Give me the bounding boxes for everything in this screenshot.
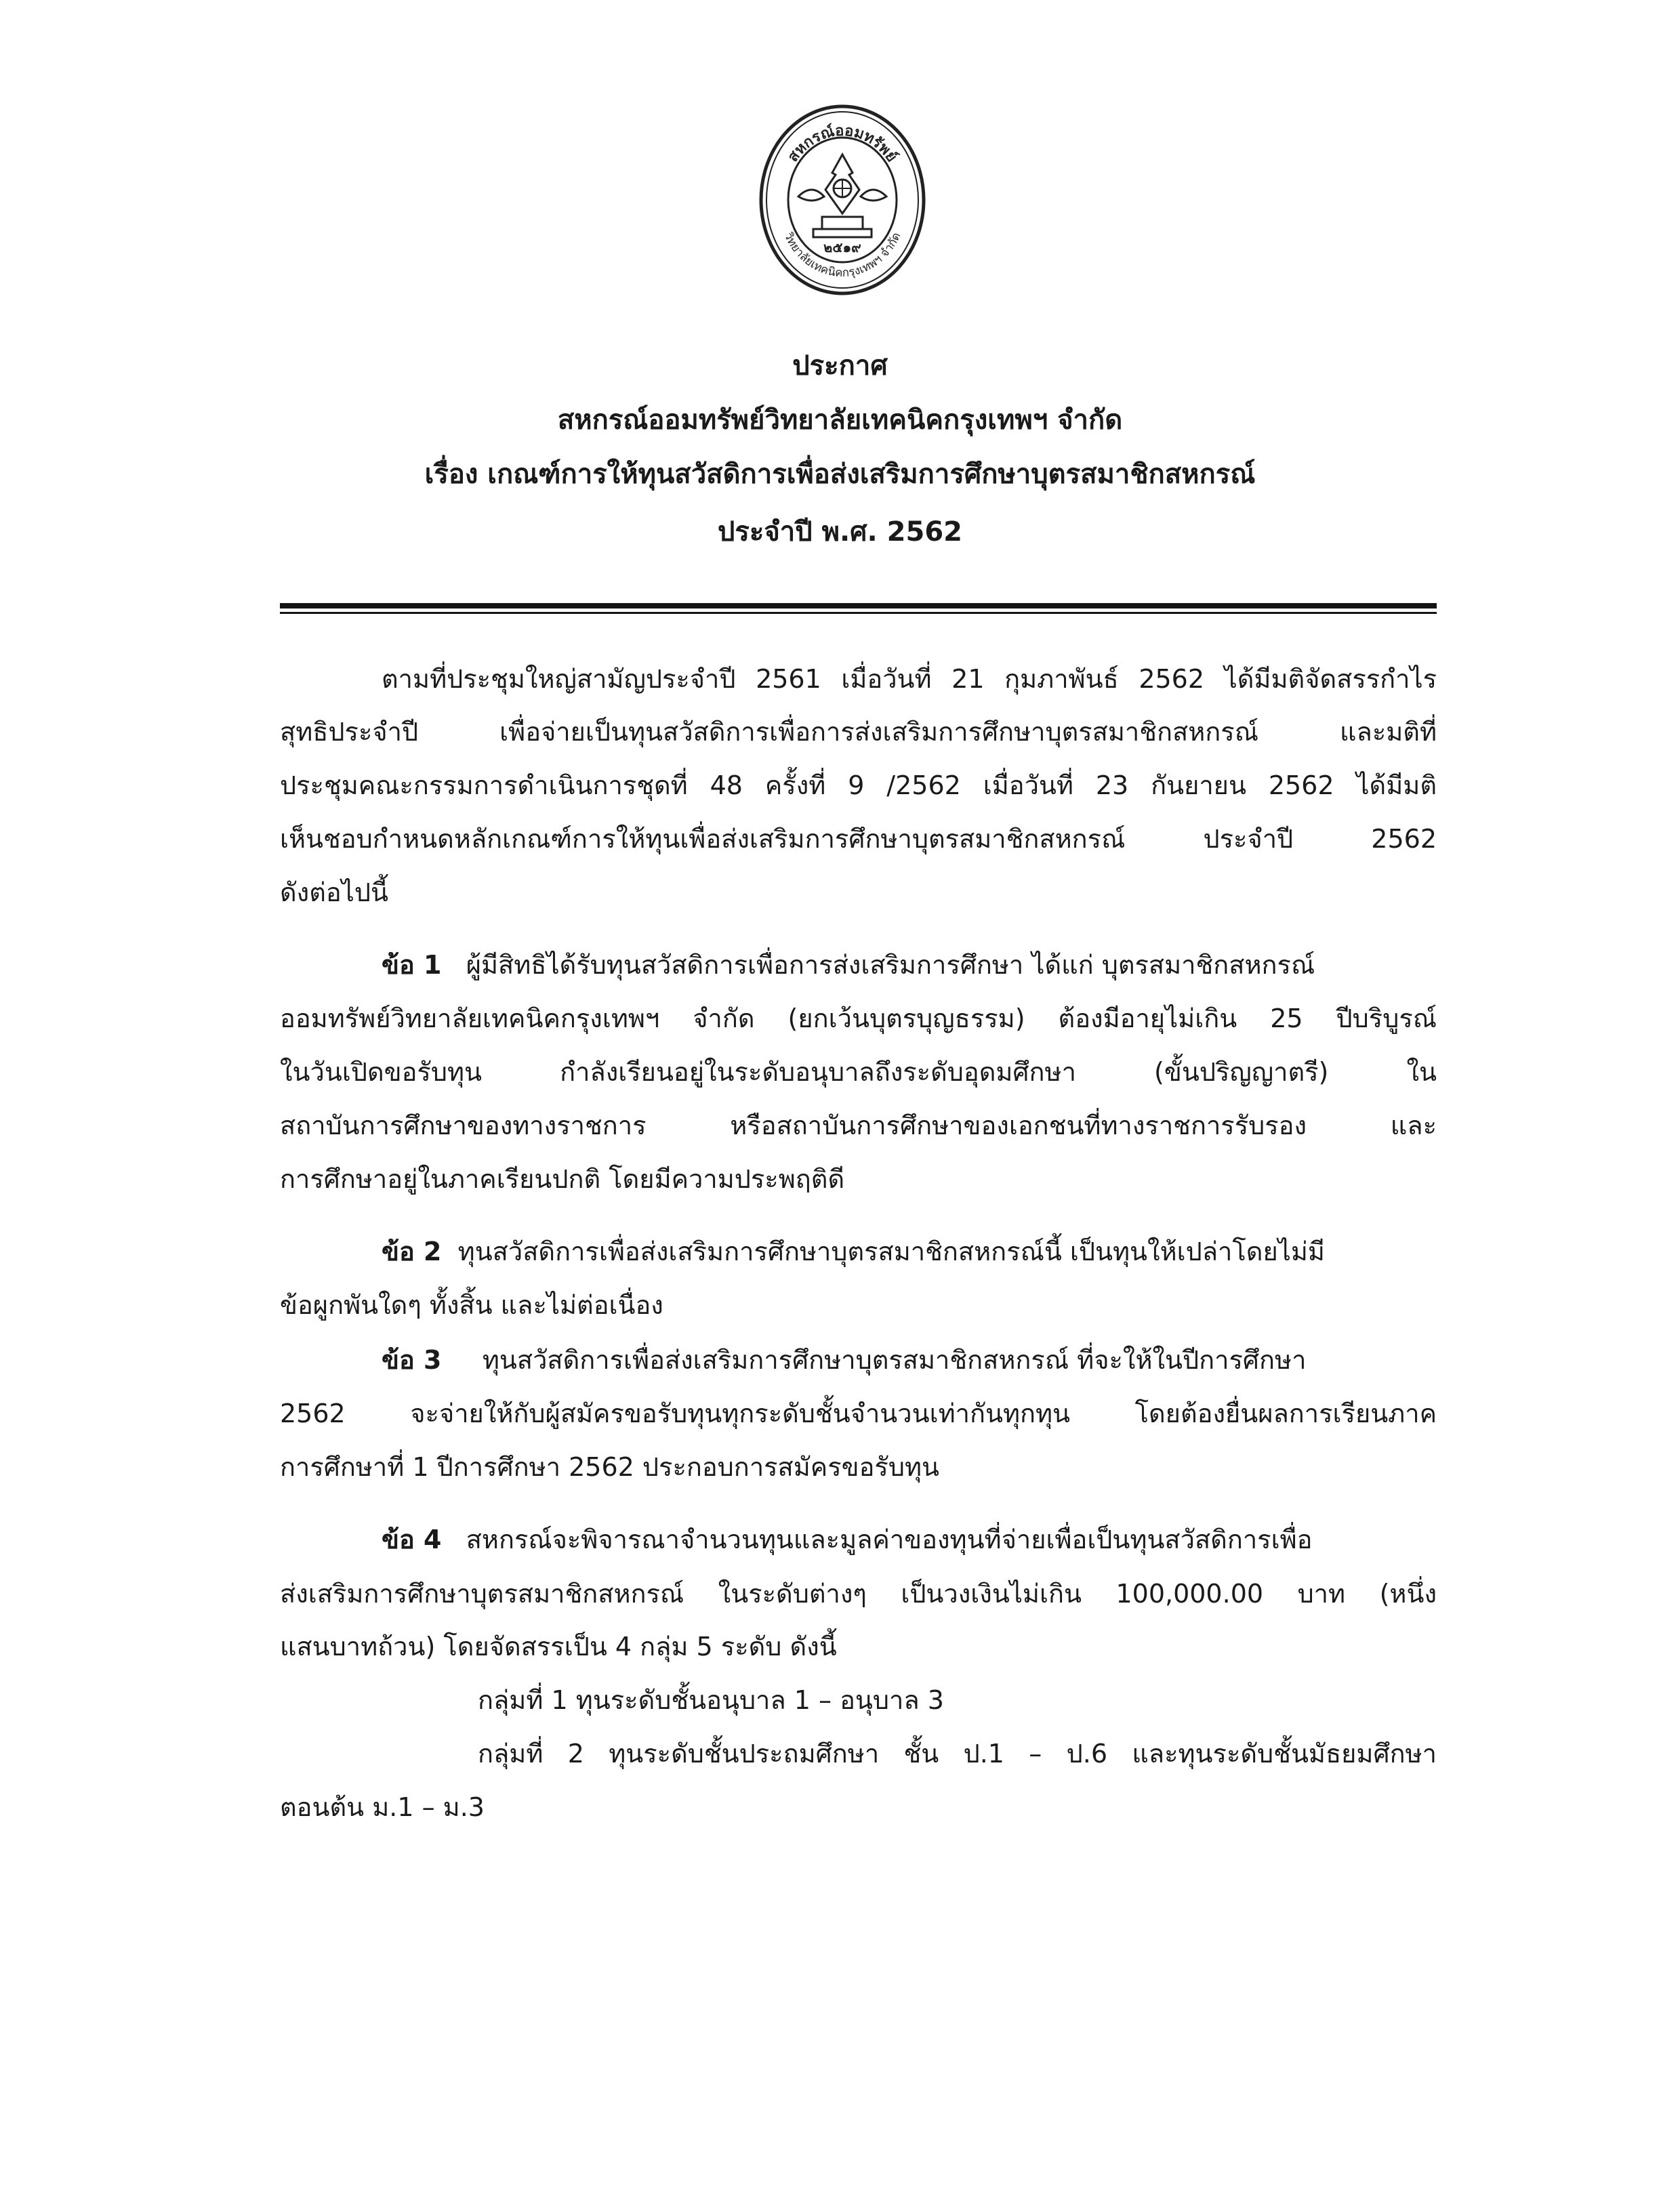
clause-4-line-3: แสนบาทถ้วน) โดยจัดสรรเป็น 4 กลุ่ม 5 ระดับ ดังนี้ (280, 1632, 837, 1661)
intro-line-5: ดังต่อไปนี้ (280, 878, 388, 907)
clause-1-line-4: สถาบันการศึกษาของทางราชการ หรือสถาบันการศึกษาของเอกชนที่ทางราชการรับรอง และ (280, 1111, 1437, 1140)
svg-text:วิทยาลัยเทคนิคกรุงเทพฯ จำกัด: วิทยาลัยเทคนิคกรุงเทพฯ จำกัด (781, 230, 904, 281)
clause-1-label: ข้อ 1 (382, 950, 442, 980)
clause-4-text: สหกรณ์จะพิจารณาจำนวนทุนและมูลค่าของทุนที่จ่ายเพื่อเป็นทุนสวัสดิการเพื่อ (466, 1525, 1313, 1554)
intro-line-3: ประชุมคณะกรรมการดำเนินการชุดที่ 48 ครั้งที่ 9 /2562 เมื่อวันที่ 23 กันยายน 2562 ได้มีมติ (280, 770, 1437, 800)
group-2-item: กลุ่มที่ 2 ทุนระดับชั้นประถมศึกษา ชั้น ป.1 – ป.6 และทุนระดับชั้นมัธยมศึกษา (478, 1739, 1437, 1769)
clause-3-label: ข้อ 3 (382, 1345, 442, 1375)
clause-1-line-3: ในวันเปิดขอรับทุน กำลังเรียนอยู่ในระดับอนุบาลถึงระดับอุดมศึกษา (ขั้นปริญญาตรี) ใน (280, 1057, 1437, 1087)
organization-name: สหกรณ์ออมทรัพย์วิทยาลัยเทคนิคกรุงเทพฯ จำกัด (557, 405, 1123, 436)
group-1-item: กลุ่มที่ 1 ทุนระดับชั้นอนุบาล 1 – อนุบาล 3 (478, 1685, 944, 1715)
clause-4-first-line (382, 1525, 1312, 1554)
clause-1-line-2: ออมทรัพย์วิทยาลัยเทคนิคกรุงเทพฯ จำกัด (ยกเว้นบุตรบุญธรรม) ต้องมีอายุไม่เกิน 25 ปีบริบูรณ์ (280, 1004, 1437, 1033)
clause-3-line-2: 2562 จะจ่ายให้กับผู้สมัครขอรับทุนทุกระดับชั้นจำนวนเท่ากันทุกทุน โดยต้องยื่นผลการเรียนภาค (280, 1399, 1437, 1428)
svg-text:สหกรณ์ออมทรัพย์: สหกรณ์ออมทรัพย์ (784, 122, 901, 165)
header-divider (280, 603, 1437, 608)
announcement-subject: เรื่อง เกณฑ์การให้ทุนสวัสดิการเพื่อส่งเสริมการศึกษาบุตรสมาชิกสหกรณ์ (424, 459, 1256, 490)
announcement-label: ประกาศ (792, 350, 888, 381)
clause-3-first-line (382, 1345, 1306, 1375)
svg-text:๒๕๑๙: ๒๕๑๙ (823, 239, 861, 255)
intro-line-2: สุทธิประจำปี เพื่อจ่ายเป็นทุนสวัสดิการเพื่อการส่งเสริมการศึกษาบุตรสมาชิกสหกรณ์ และมติที่ (280, 717, 1437, 747)
header-divider-thin (280, 612, 1437, 614)
clause-2-text: ทุนสวัสดิการเพื่อส่งเสริมการศึกษาบุตรสมาชิกสหกรณ์นี้ เป็นทุนให้เปล่าโดยไม่มี (457, 1237, 1325, 1266)
clause-2-first-line (382, 1237, 1325, 1266)
intro-line-4: เห็นชอบกำหนดหลักเกณฑ์การให้ทุนเพื่อส่งเสริมการศึกษาบุตรสมาชิกสหกรณ์ ประจำปี 2562 (280, 824, 1437, 854)
clause-3-line-3: การศึกษาที่ 1 ปีการศึกษา 2562 ประกอบการสมัครขอรับทุน (280, 1452, 939, 1482)
intro-line-1: ตามที่ประชุมใหญ่สามัญประจำปี 2561 เมื่อวันที่ 21 กุมภาพันธ์ 2562 ได้มีมติจัดสรรกำไร (382, 664, 1437, 694)
clause-1-first-line (382, 950, 1315, 980)
group-2-continuation: ตอนต้น ม.1 – ม.3 (280, 1792, 485, 1822)
clause-1-text: ผู้มีสิทธิได้รับทุนสวัสดิการเพื่อการส่งเสริมการศึกษา ได้แก่ บุตรสมาชิกสหกรณ์ (466, 950, 1315, 980)
announcement-year: ประจำปี พ.ศ. 2562 (718, 516, 962, 548)
clause-3-text: ทุนสวัสดิการเพื่อส่งเสริมการศึกษาบุตรสมาชิกสหกรณ์ ที่จะให้ในปีการศึกษา (482, 1345, 1307, 1375)
clause-4-label: ข้อ 4 (382, 1525, 442, 1554)
clause-2-line-2: ข้อผูกพันใดๆ ทั้งสิ้น และไม่ต่อเนื่อง (280, 1290, 663, 1320)
clause-4-line-2: ส่งเสริมการศึกษาบุตรสมาชิกสหกรณ์ ในระดับต่างๆ เป็นวงเงินไม่เกิน 100,000.00 บาท (หนึ่ง (280, 1579, 1437, 1609)
clause-1-line-5: การศึกษาอยู่ในภาคเรียนปกติ โดยมีความประพฤติดี (280, 1164, 845, 1194)
clause-2-label: ข้อ 2 (382, 1237, 442, 1266)
cooperative-seal (758, 102, 927, 298)
